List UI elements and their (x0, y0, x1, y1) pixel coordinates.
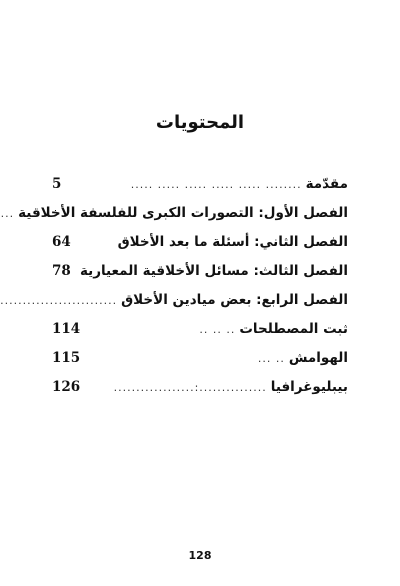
toc-entry-label: الفصل الثاني: أسئلة ما بعد الأخلاق (117, 234, 348, 250)
toc-entry-label: مقدّمة (305, 176, 348, 192)
toc-leader-dots: .. ... (257, 352, 285, 365)
toc-entry-label: ثبت المصطلحات (239, 321, 348, 337)
toc-entry-label: الفصل الأول: التصورات الكبرى للفلسفة الأخلاقية (18, 205, 348, 221)
toc-entry-label: بيبليوغرافيا (270, 379, 348, 395)
toc-entry (52, 263, 348, 292)
toc-entry (52, 350, 348, 379)
toc-leader-dots: ........ ..... ..... ..... ..... ..... (130, 178, 302, 191)
table-of-contents (0, 176, 348, 408)
toc-entry (52, 234, 348, 263)
toc-entry (52, 379, 348, 408)
toc-leader-dots: ...............:.................. (113, 381, 267, 394)
toc-entry (52, 321, 348, 350)
toc-entry-label: الفصل الثالث: مسائل الأخلاقية المعيارية (79, 263, 348, 279)
page-number-footer: 128 (188, 549, 212, 562)
toc-page-number: 78 (52, 263, 71, 279)
toc-leader-dots: .. .. .. (199, 323, 236, 336)
toc-page-number: 5 (52, 176, 62, 192)
toc-page-number: 126 (52, 379, 81, 395)
toc-entry-label: الفصل الرابع: بعض ميادين الأخلاق (121, 292, 348, 308)
toc-page-number: 115 (52, 350, 81, 366)
toc-entry-label: الهوامش (288, 350, 348, 366)
page-title: المحتويات (155, 112, 245, 133)
toc-entry (52, 176, 348, 205)
toc-page-number: 114 (52, 321, 81, 337)
toc-leader-dots: .......................... (0, 294, 118, 307)
toc-entry (0, 292, 348, 321)
toc-entry (0, 205, 348, 234)
toc-page-number: 64 (52, 234, 71, 250)
toc-leader-dots: ... (0, 207, 15, 220)
